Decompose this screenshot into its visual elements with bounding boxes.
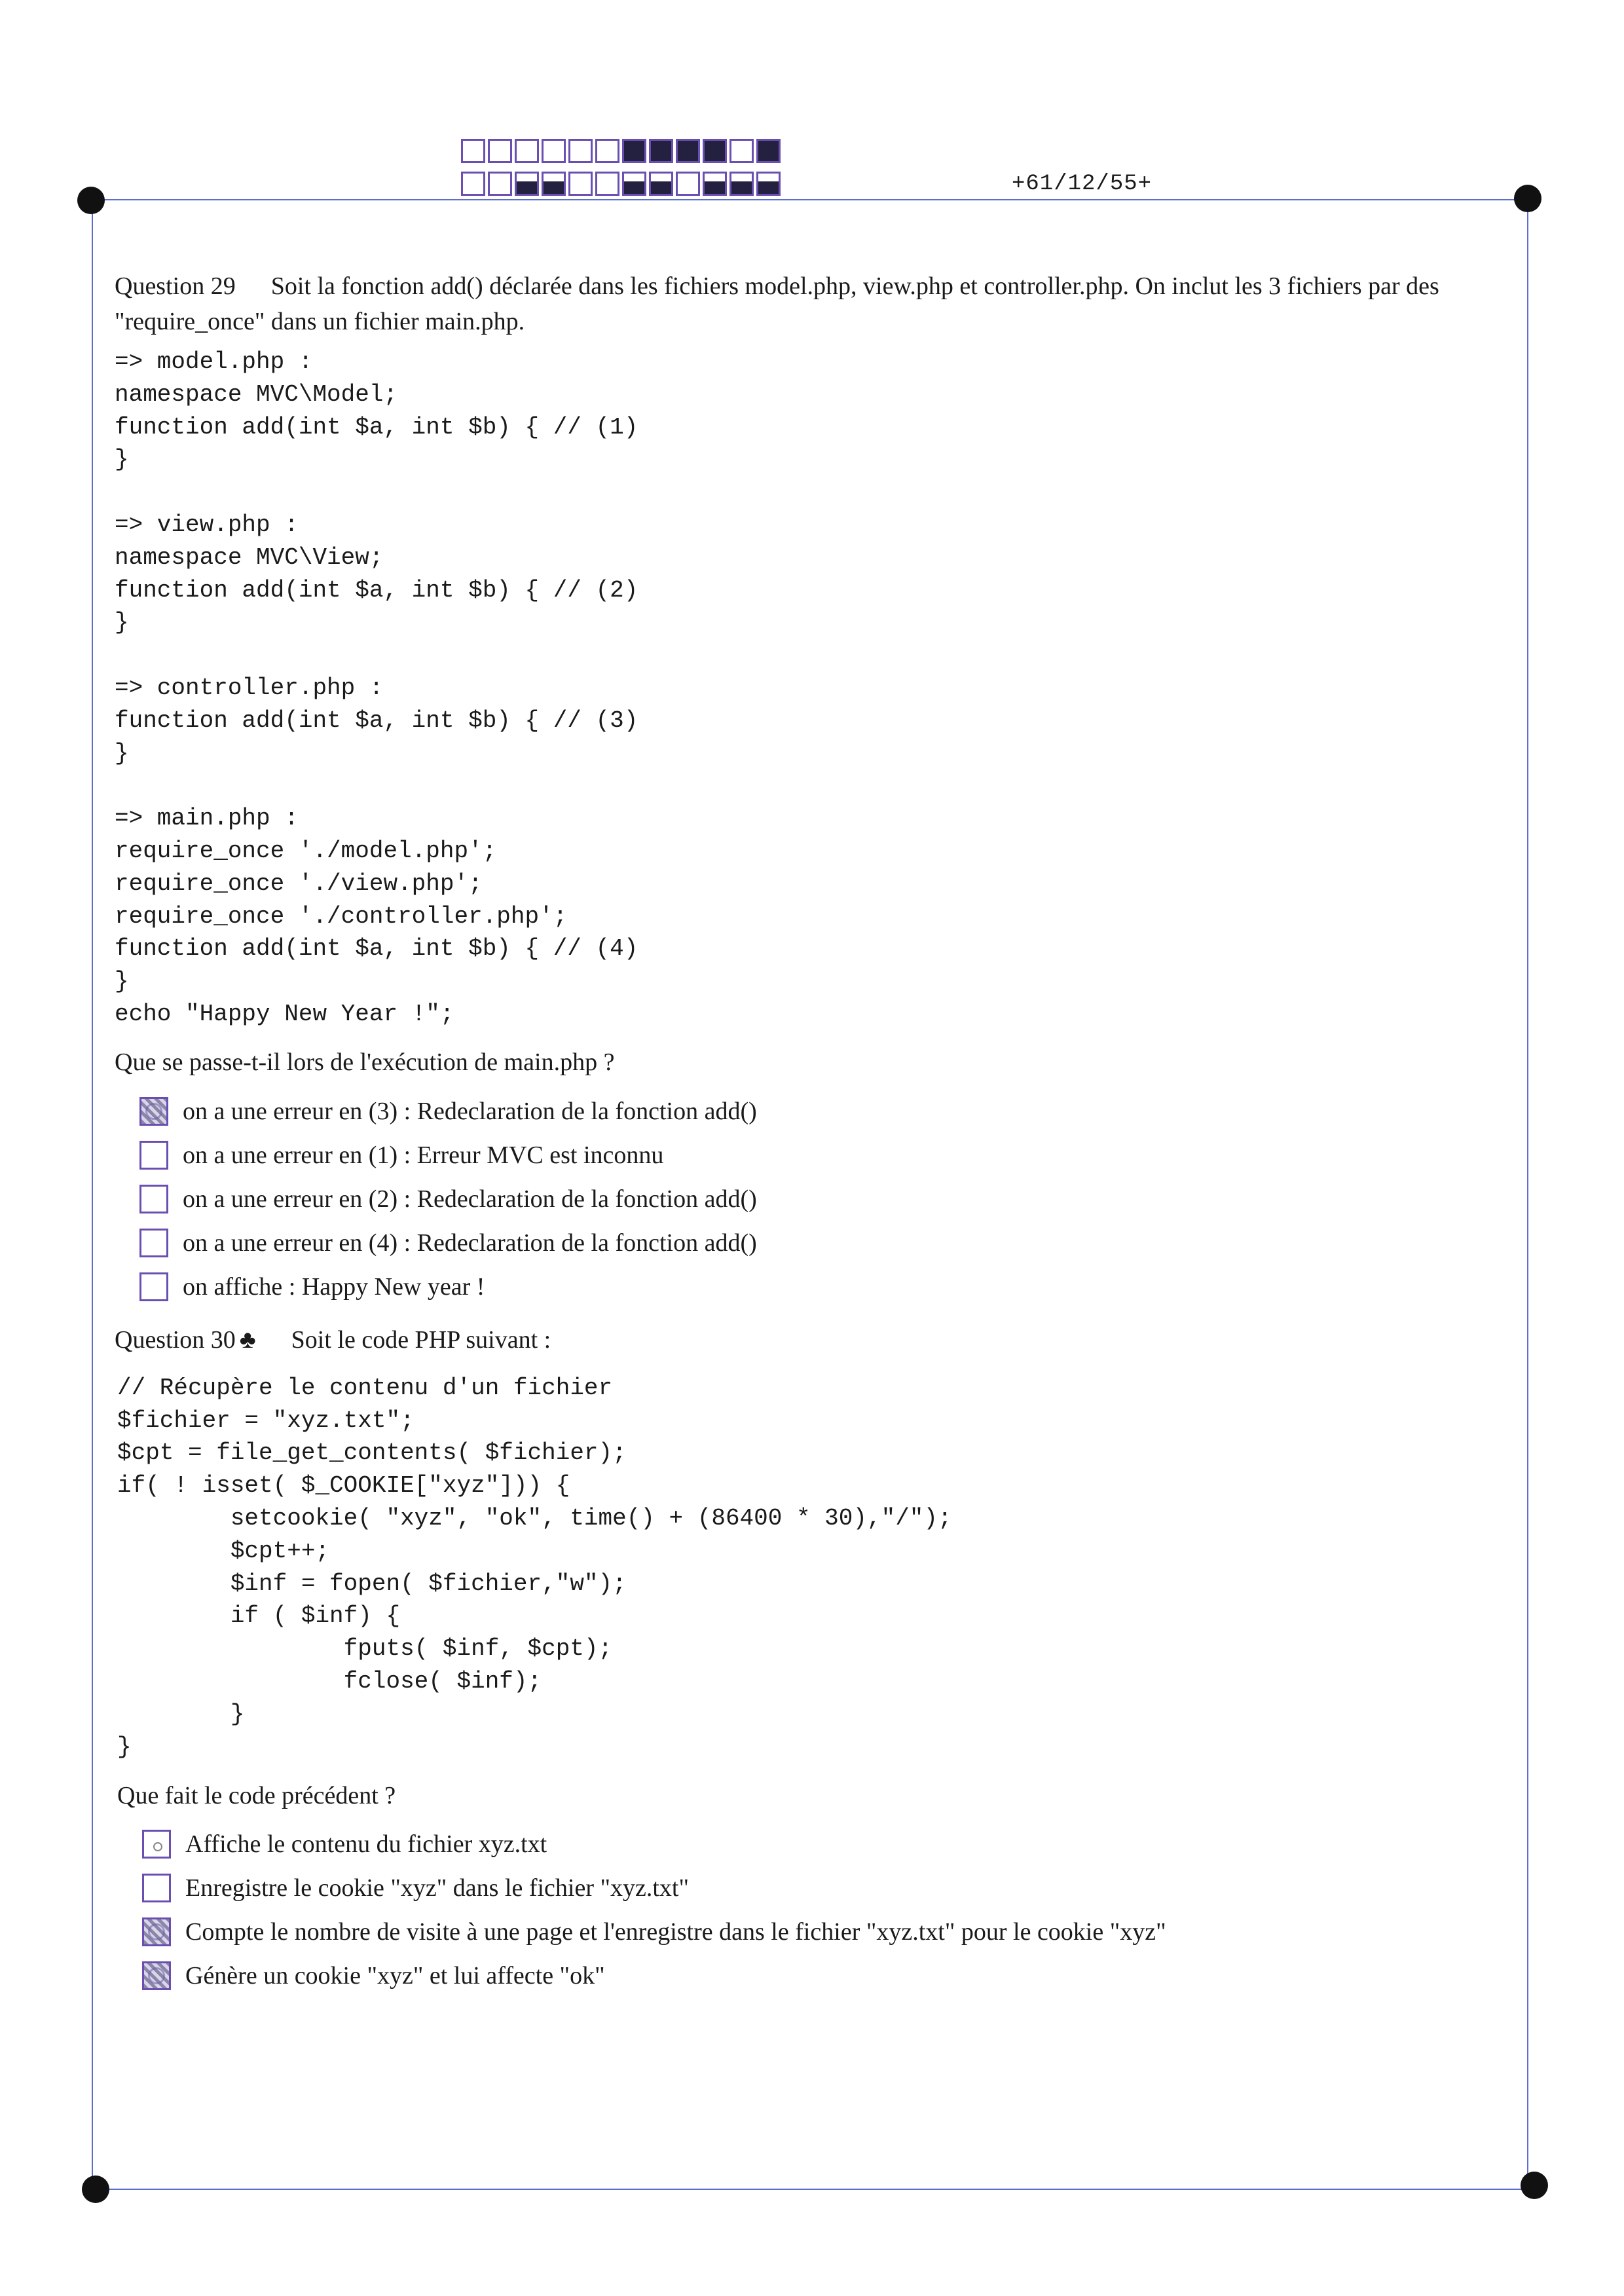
id-row-2-box [756, 172, 781, 196]
answer-option [139, 1177, 1509, 1221]
answer-label: on a une erreur en (2) : Redeclaration de la fonction add() [183, 1185, 757, 1213]
answer-label: on affiche : Happy New year ! [183, 1273, 485, 1301]
answer-checkbox[interactable] [139, 1097, 168, 1126]
question-29-answers [139, 1090, 1509, 1309]
id-row-1-box [542, 139, 566, 163]
id-row-1-box [622, 139, 646, 163]
page-id: +61/12/55+ [1012, 172, 1153, 196]
id-row-1-box [649, 139, 673, 163]
id-row-2-box [622, 172, 646, 196]
question-29-statement-line [115, 268, 1509, 339]
id-row-2-box [542, 172, 566, 196]
answer-checkbox[interactable] [139, 1272, 168, 1301]
answer-option [142, 1822, 1509, 1866]
id-row-1-box [515, 139, 539, 163]
id-row-2-box [595, 172, 619, 196]
page-content [115, 268, 1509, 1997]
answer-option [139, 1134, 1509, 1177]
id-row-1-box [488, 139, 512, 163]
answer-checkbox[interactable] [139, 1229, 168, 1257]
id-row-2-box [703, 172, 727, 196]
question-30-prompt: Que fait le code précédent ? [117, 1782, 396, 1810]
id-row-2-box [649, 172, 673, 196]
question-30-statement-line [115, 1322, 1509, 1358]
question-30 [115, 1322, 1509, 1998]
answer-label: Affiche le contenu du fichier xyz.txt [185, 1830, 547, 1858]
corner-mark-top-right [1514, 185, 1541, 212]
id-row-1-box [756, 139, 781, 163]
id-row-1-box [676, 139, 700, 163]
corner-mark-top-left [77, 187, 105, 214]
student-id-row-2 [461, 172, 781, 196]
club-icon: ♣ [239, 1325, 256, 1354]
id-row-2-box [568, 172, 593, 196]
answer-label: Génère un cookie "xyz" et lui affecte "ok" [185, 1961, 605, 1990]
id-row-2-box [488, 172, 512, 196]
question-30-answers [142, 1822, 1509, 1997]
id-row-1-box [461, 139, 485, 163]
question-29-code: => model.php : namespace MVC\Model; function add(int $a, int $b) { // (1) } => view.php : namespace MVC\View; function add(int $a, int $b) { // (2) } => controller.php : function add(int $a, int $b) { // (3) } => main.php : require_once './model.php'; require_once './view.php'; require_once './controller.php'; function add(int $a, int $b) { // (4) } echo "Happy New Year !"; [115, 348, 638, 1028]
corner-mark-bottom-right [1521, 2172, 1548, 2199]
student-id-row-1 [461, 139, 781, 163]
id-row-1-box [703, 139, 727, 163]
id-row-1-box [729, 139, 754, 163]
id-row-2-box [729, 172, 754, 196]
answer-label: on a une erreur en (4) : Redeclaration de la fonction add() [183, 1229, 757, 1257]
answer-label: on a une erreur en (3) : Redeclaration de la fonction add() [183, 1098, 757, 1126]
id-row-1-box [595, 139, 619, 163]
answer-label: on a une erreur en (1) : Erreur MVC est inconnu [183, 1141, 664, 1170]
answer-checkbox[interactable] [142, 1874, 171, 1902]
answer-option [142, 1866, 1509, 1910]
answer-option [139, 1221, 1509, 1265]
answer-checkbox[interactable] [139, 1185, 168, 1213]
id-row-2-box [461, 172, 485, 196]
answer-option [139, 1090, 1509, 1134]
corner-mark-bottom-left [82, 2176, 109, 2203]
answer-checkbox[interactable] [142, 1917, 171, 1946]
answer-checkbox[interactable] [142, 1961, 171, 1990]
question-30-number: Question 30 [115, 1325, 236, 1354]
question-29 [115, 268, 1509, 1309]
question-30-statement: Soit le code PHP suivant : [291, 1325, 551, 1354]
answer-option [142, 1910, 1509, 1953]
id-row-1-box [568, 139, 593, 163]
id-row-2-box [676, 172, 700, 196]
question-29-statement: Soit la fonction add() déclarée dans les fichiers model.php, view.php et controller.php. On inclut les 3 fichiers par des "require_once" dans un fichier main.php. [115, 272, 1439, 335]
question-29-prompt: Que se passe-t-il lors de l'exécution de main.php ? [115, 1048, 615, 1076]
answer-option [142, 1953, 1509, 1997]
answer-label: Enregistre le cookie "xyz" dans le fichier "xyz.txt" [185, 1874, 689, 1902]
id-row-2-box [515, 172, 539, 196]
answer-option [139, 1265, 1509, 1309]
answer-checkbox[interactable] [142, 1830, 171, 1859]
answer-checkbox[interactable] [139, 1141, 168, 1170]
question-30-code: // Récupère le contenu d'un fichier $fichier = "xyz.txt"; $cpt = file_get_contents( $fichier); if( ! isset( $_COOKIE["xyz"])) { setcookie( "xyz", "ok", time() + (86400 * 30),"/"); $cpt++; $inf = fopen( $fichier,"w"); if ( $inf) { fputs( $inf, $cpt); fclose( $inf); } } [117, 1374, 952, 1760]
question-29-number: Question 29 [115, 272, 236, 300]
answer-label: Compte le nombre de visite à une page et l'enregistre dans le fichier "xyz.txt" pour le cookie "xyz" [185, 1917, 1166, 1946]
